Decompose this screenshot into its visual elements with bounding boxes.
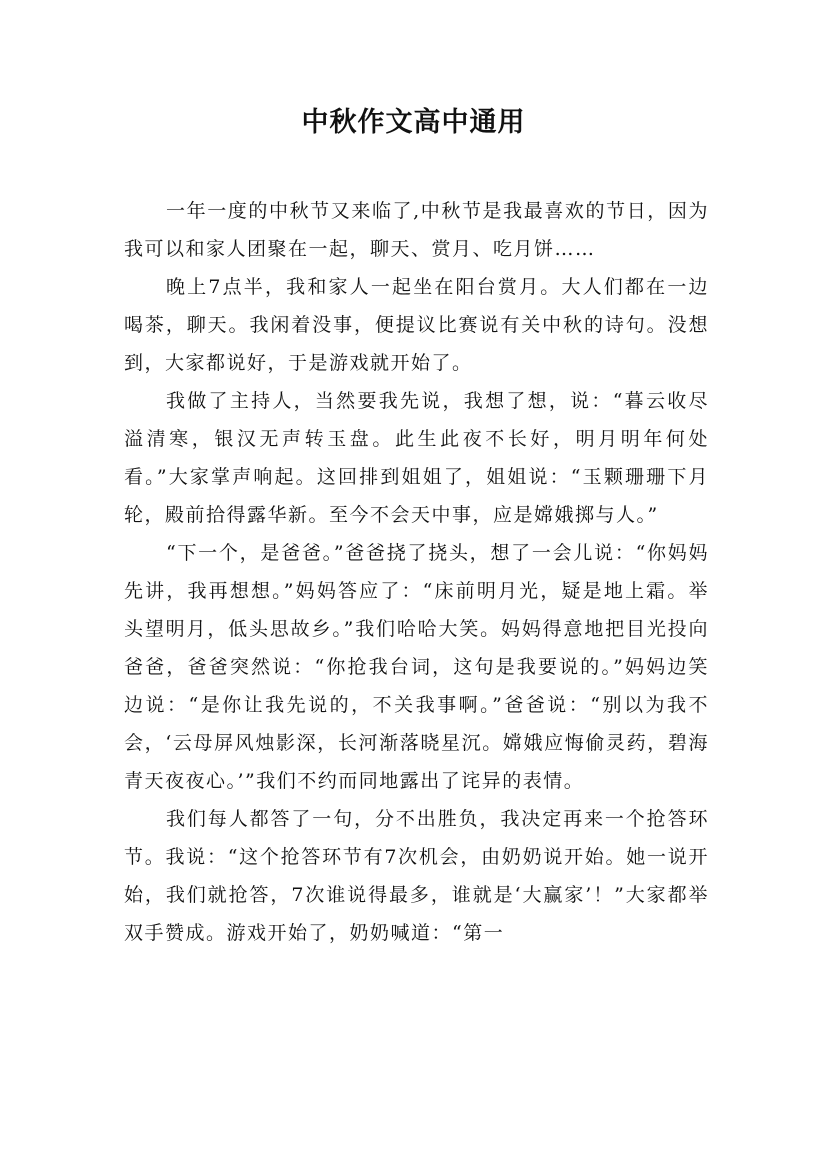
document-body	[124, 192, 709, 952]
document-title: 中秋作文高中通用	[301, 107, 526, 138]
paragraph-3: 我做了主持人，当然要我先说，我想了想，说：“暮云收尽溢清寒，银汉无声转玉盘。此生此夜不长好，明月明年何处看。”大家掌声响起。这回排到姐姐了，姐姐说：“玉颗珊珊下月轮，殿前拾得露华新。至今不会天中事，应是嫦娥掷与人。”	[124, 390, 709, 526]
paragraph-5: 我们每人都答了一句，分不出胜负，我决定再来一个抢答环节。我说：“这个抢答环节有7次机会，由奶奶说开始。她一说开始，我们就抢答，7次谁说得最多，谁就是‘大赢家’！”大家都举双手赞成。游戏开始了，奶奶喊道：“第一	[124, 808, 709, 944]
paragraph-1: 一年一度的中秋节又来临了,中秋节是我最喜欢的节日，因为我可以和家人团聚在一起，聊天、赏月、吃月饼……	[124, 200, 709, 260]
paragraph-2: 晚上7点半，我和家人一起坐在阳台赏月。大人们都在一边喝茶，聊天。我闲着没事，便提议比赛说有关中秋的诗句。没想到，大家都说好，于是游戏就开始了。	[124, 276, 709, 374]
paragraph-4: “下一个，是爸爸。”爸爸挠了挠头，想了一会儿说：“你妈妈先讲，我再想想。”妈妈答应了：“床前明月光，疑是地上霜。举头望明月，低头思故乡。”我们哈哈大笑。妈妈得意地把目光投向爸爸，爸爸突然说：“你抢我台词，这句是我要说的。”妈妈边笑边说：“是你让我先说的，不关我事啊。”爸爸说：“别以为我不会，‘云母屏风烛影深，长河渐落晓星沉。嫦娥应悔偷灵药，碧海青天夜夜心。’”我们不约而同地露出了诧异的表情。	[124, 542, 709, 792]
